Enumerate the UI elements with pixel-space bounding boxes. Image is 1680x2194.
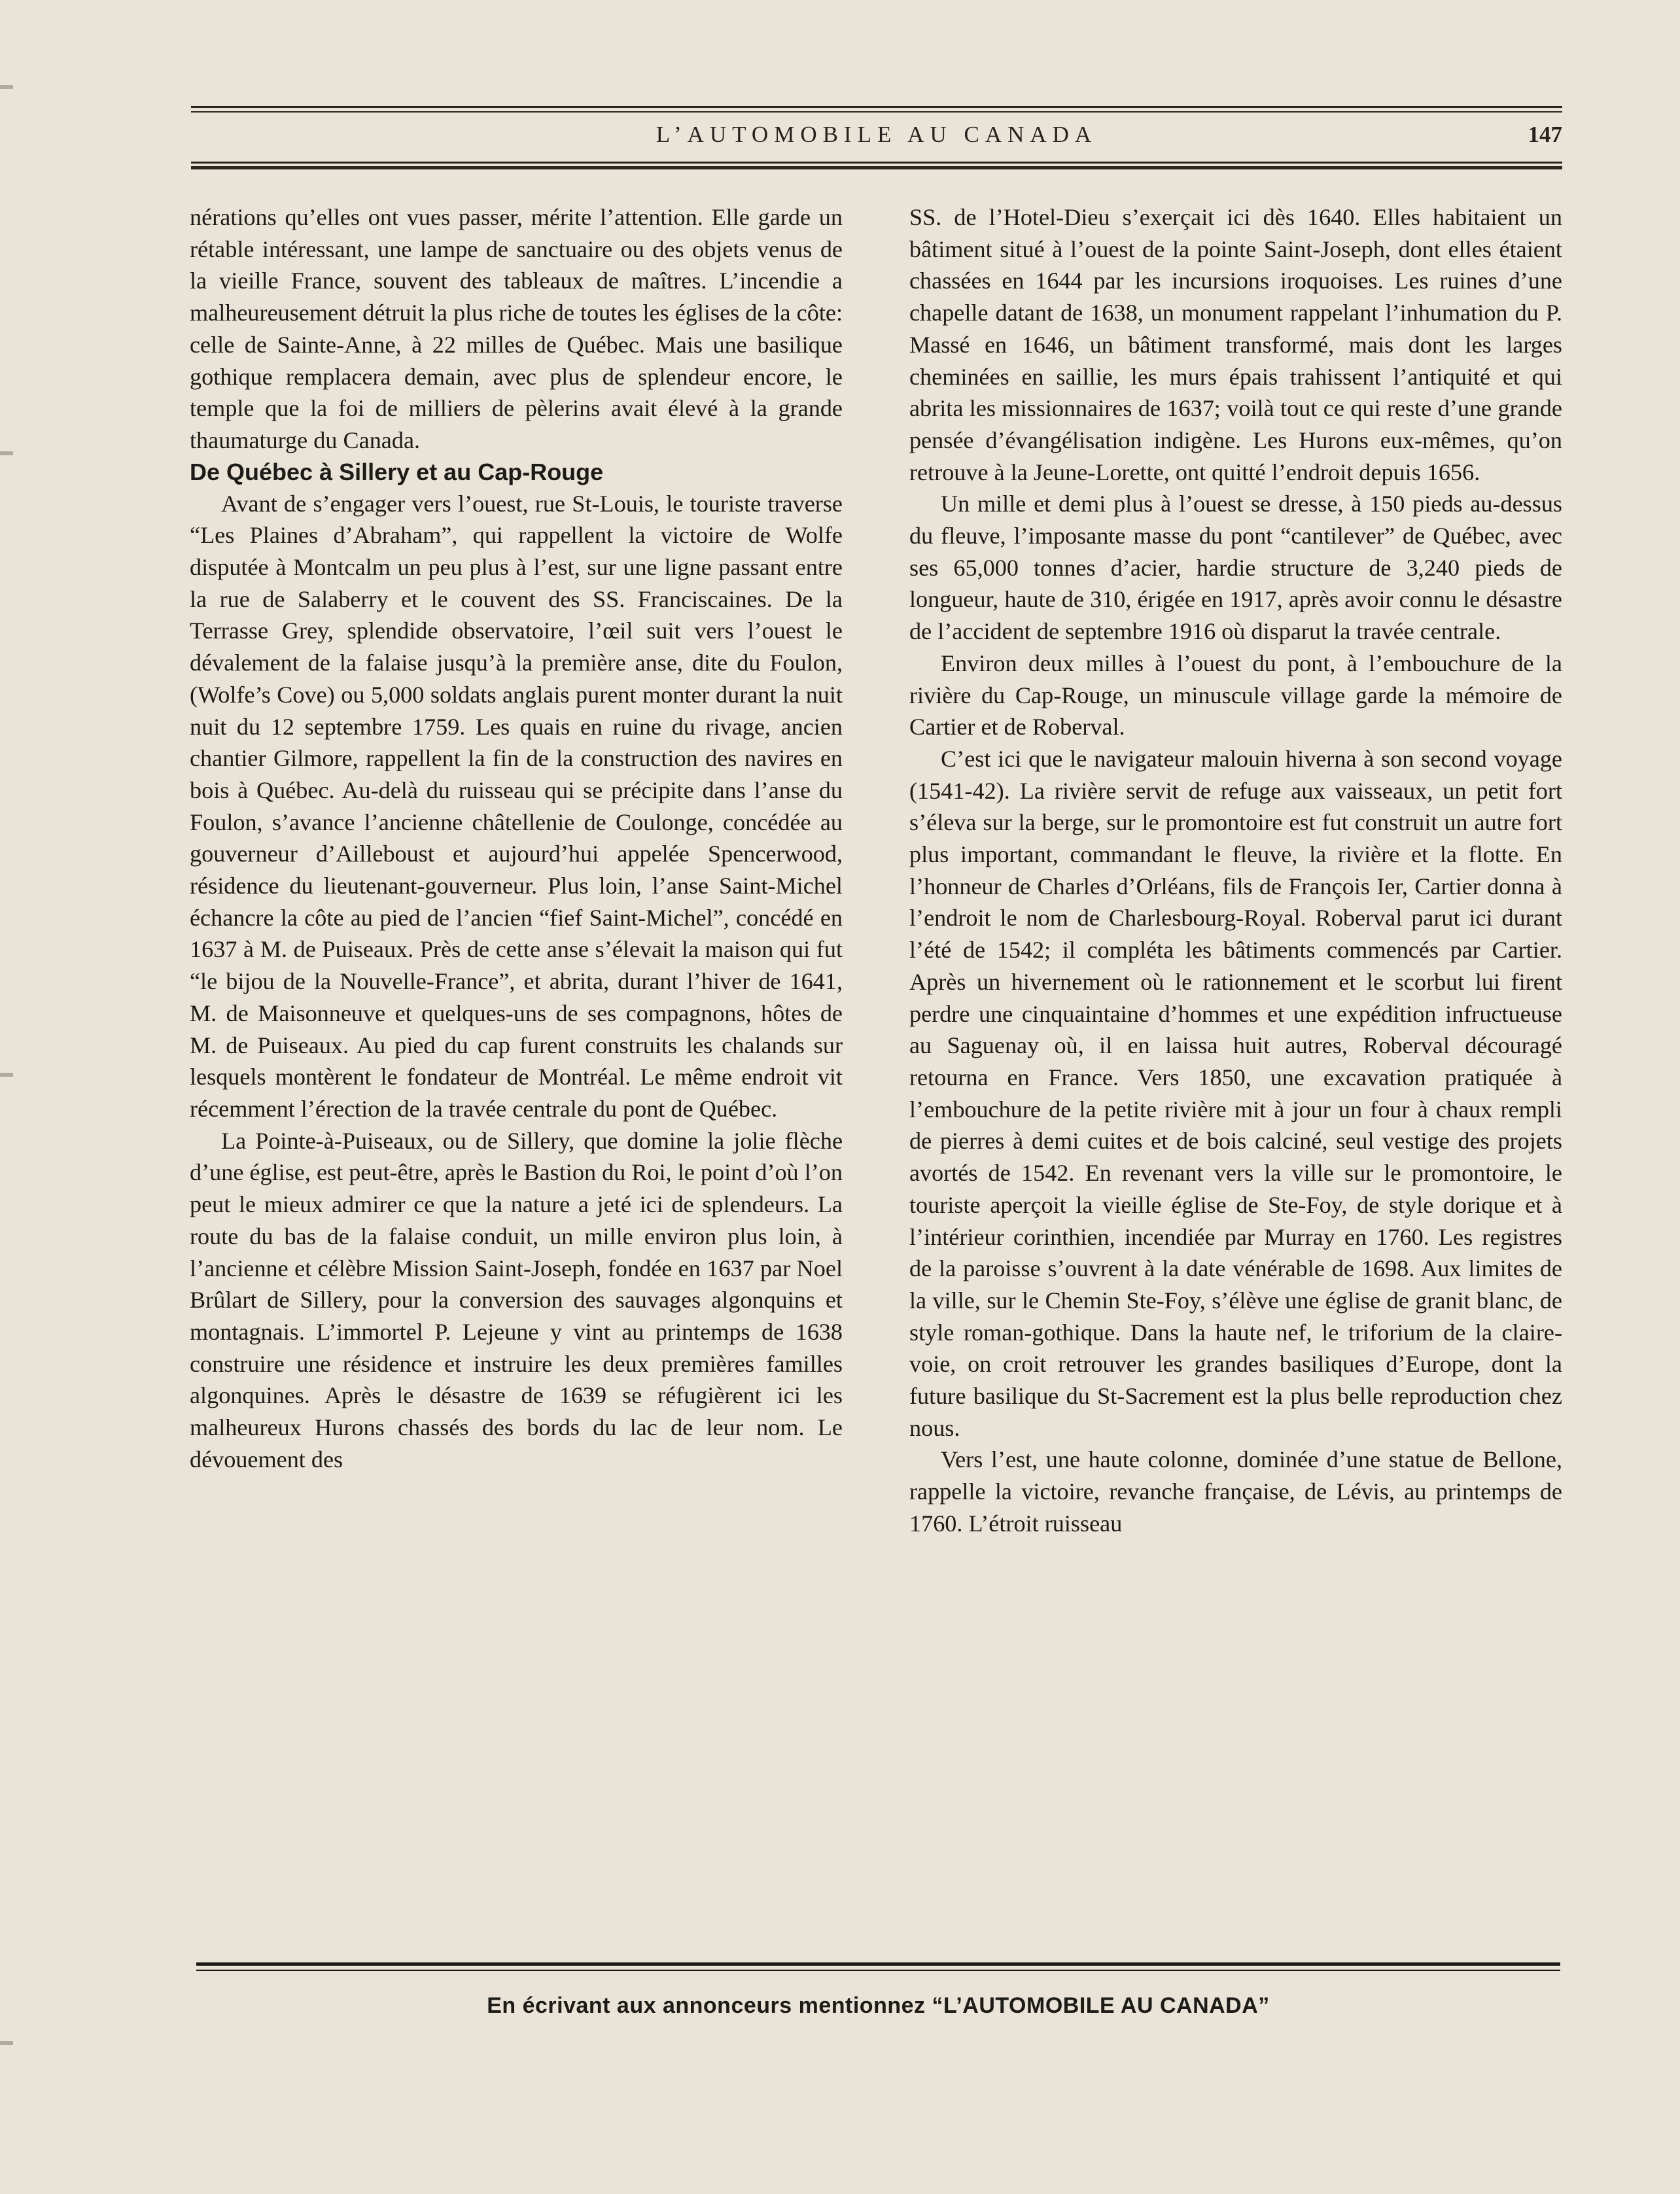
- paragraph: Avant de s’engager vers l’ouest, rue St-Louis, le touriste traverse “Les Plaines d’Abraham”, qui rappellent la victoire de Wolfe disputée à Montcalm un peu plus à l’est, sur une ligne passant entre la rue de Salaberry et le couvent des SS. Franciscaines. De la Terrasse Grey, splendide observatoire, l’œil suit vers l’ouest le dévalement de la falaise jusqu’à la première anse, dite du Foulon, (Wolfe’s Cove) ou 5,000 soldats anglais purent monter durant la nuit nuit du 12 septembre 1759. Les quais en ruine du rivage, ancien chantier Gilmore, rappellent la fin de la construction des navires en bois à Québec. Au-delà du ruisseau qui se précipite dans l’anse du Foulon, s’avance l’ancienne châtellenie de Coulonge, concédée au gouverneur d’Ailleboust et aujourd’hui appelée Spencerwood, résidence du lieutenant-gouverneur. Plus loin, l’anse Saint-Michel échancre la côte au pied de l’ancien “fief Saint-Michel”, concédé en 1637 à M. de Puiseaux. Près de cette anse s’élevait la maison qui fut “le bijou de la Nouvelle-France”, et abrita, durant l’hiver de 1641, M. de Maisonneuve et quelques-uns de ses compagnons, hôtes de M. de Puiseaux. Au pied du cap furent construits les chalands sur lesquels montèrent le fondateur de Montréal. Le même endroit vit récemment l’érection de la travée centrale du pont de Québec.: [190, 490, 843, 1122]
- binding-mark: [0, 2041, 13, 2045]
- binding-mark: [0, 451, 13, 455]
- binding-mark: [0, 1073, 13, 1077]
- page-number: 147: [1528, 122, 1562, 147]
- header-rule-top: [191, 106, 1562, 108]
- header-rule-bottom: [191, 166, 1562, 169]
- header-rule-bottom-thin: [191, 162, 1562, 164]
- advertiser-notice: En écrivant aux annonceurs mentionnez “L’AUTOMOBILE AU CANADA”: [487, 1993, 1270, 2018]
- paragraph: nérations qu’elles ont vues passer, mérite l’attention. Elle garde un rétable intéressant, une lampe de sanctuaire ou des objets venus de la vieille France, souvent des tableaux de maîtres. L’incendie a malheureusement détruit la plus riche de toutes les églises de la côte: celle de Sainte-Anne, à 22 milles de Québec. Mais une basilique gothique remplacera demain, avec plus de splendeur encore, le temple que la foi de milliers de pèlerins avait élevé à la grande thaumaturge du Canada.: [190, 204, 843, 453]
- footer-rule-thick: [196, 1962, 1560, 1966]
- section-heading: De Québec à Sillery et au Cap-Rouge: [190, 458, 604, 485]
- right-column: [909, 201, 1562, 1540]
- footer-rule-thin: [196, 1970, 1560, 1971]
- paragraph: SS. de l’Hotel-Dieu s’exerçait ici dès 1640. Elles habitaient un bâtiment situé à l’ouest de la pointe Saint-Joseph, dont elles étaient chassées en 1644 par les incursions iroquoises. Les ruines d’une chapelle datant de 1638, un monument rappelant l’inhumation du P. Massé en 1646, un bâtiment transformé, mais dont les larges cheminées en saillie, les murs épais trahissent l’antiquité et qui abrita les missionnaires de 1637; voilà tout ce qui reste d’une grande pensée d’évangélisation indigène. Les Hurons eux-mêmes, qu’on retrouve à la Jeune-Lorette, ont quitté l’endroit depuis 1656.: [909, 204, 1562, 485]
- paragraph: La Pointe-à-Puiseaux, ou de Sillery, que domine la jolie flèche d’une église, est peut-être, après le Bastion du Roi, le point d’où l’on peut le mieux admirer ce que la nature a jeté ici de splendeurs. La route du bas de la falaise conduit, un mille environ plus loin, à l’ancienne et célèbre Mission Saint-Joseph, fondée en 1637 par Noel Brûlart de Sillery, pour la conversion des sauvages algonquins et montagnais. L’immortel P. Lejeune y vint au printemps de 1638 construire une résidence et instruire les deux premières familles algonquines. Après le désastre de 1639 se réfugièrent ici les malheureux Hurons chassés des bords du lac de leur nom. Le dévouement des: [190, 1127, 843, 1472]
- paragraph: Vers l’est, une haute colonne, dominée d’une statue de Bellone, rappelle la victoire, revanche française, de Lévis, au printemps de 1760. L’étroit ruisseau: [909, 1446, 1562, 1537]
- running-title: L’AUTOMOBILE AU CANADA: [656, 122, 1098, 147]
- paragraph: Un mille et demi plus à l’ouest se dresse, à 150 pieds au-dessus du fleuve, l’imposante masse du pont “cantilever” de Québec, avec ses 65,000 tonnes d’acier, hardie structure de 3,240 pieds de longueur, haute de 310, érigée en 1917, après avoir connu le désastre de l’accident de septembre 1916 où disparut la travée centrale.: [909, 491, 1562, 645]
- binding-mark: [0, 85, 13, 89]
- left-column: [190, 201, 843, 1475]
- paragraph: C’est ici que le navigateur malouin hiverna à son second voyage (1541-42). La rivière servit de refuge aux vaisseaux, un petit fort s’éleva sur la berge, sur le promontoire est fut construit un autre fort plus important, commandant le fleuve, la rivière et la flotte. En l’honneur de Charles d’Orléans, fils de François Ier, Cartier donna à l’endroit le nom de Charlesbourg-Royal. Roberval parut ici durant l’été de 1542; il compléta les bâtiments commencés par Cartier. Après un hivernement où le rationnement et le scorbut lui firent perdre une cinquaintaine d’hommes et une expédition infructueuse au Saguenay où, il en laissa huit autres, Roberval découragé retourna en France. Vers 1850, une excavation pratiquée à l’embouchure de la petite rivière mit à jour un four à chaux rempli de pierres à demi cuites et de bois calciné, seul vestige des projets avortés de 1542. En revenant vers la ville sur le promontoire, le touriste aperçoit la vieille église de Ste-Foy, de style dorique et à l’intérieur corinthien, incendiée par Murray en 1760. Les registres de la paroisse s’ouvrent à la date vénérable de 1698. Aux limites de la ville, sur le Chemin Ste-Foy, s’élève une église de granit blanc, de style roman-gothique. Dans la haute nef, le triforium de la claire-voie, on croit retrouver les grandes basiliques d’Europe, dont la future basilique du St-Sacrement est la plus belle reproduction chez nous.: [909, 745, 1562, 1441]
- paragraph: Environ deux milles à l’ouest du pont, à l’embouchure de la rivière du Cap-Rouge, un minuscule village garde la mémoire de Cartier et de Roberval.: [909, 650, 1562, 740]
- header-rule-top-thin: [191, 111, 1562, 113]
